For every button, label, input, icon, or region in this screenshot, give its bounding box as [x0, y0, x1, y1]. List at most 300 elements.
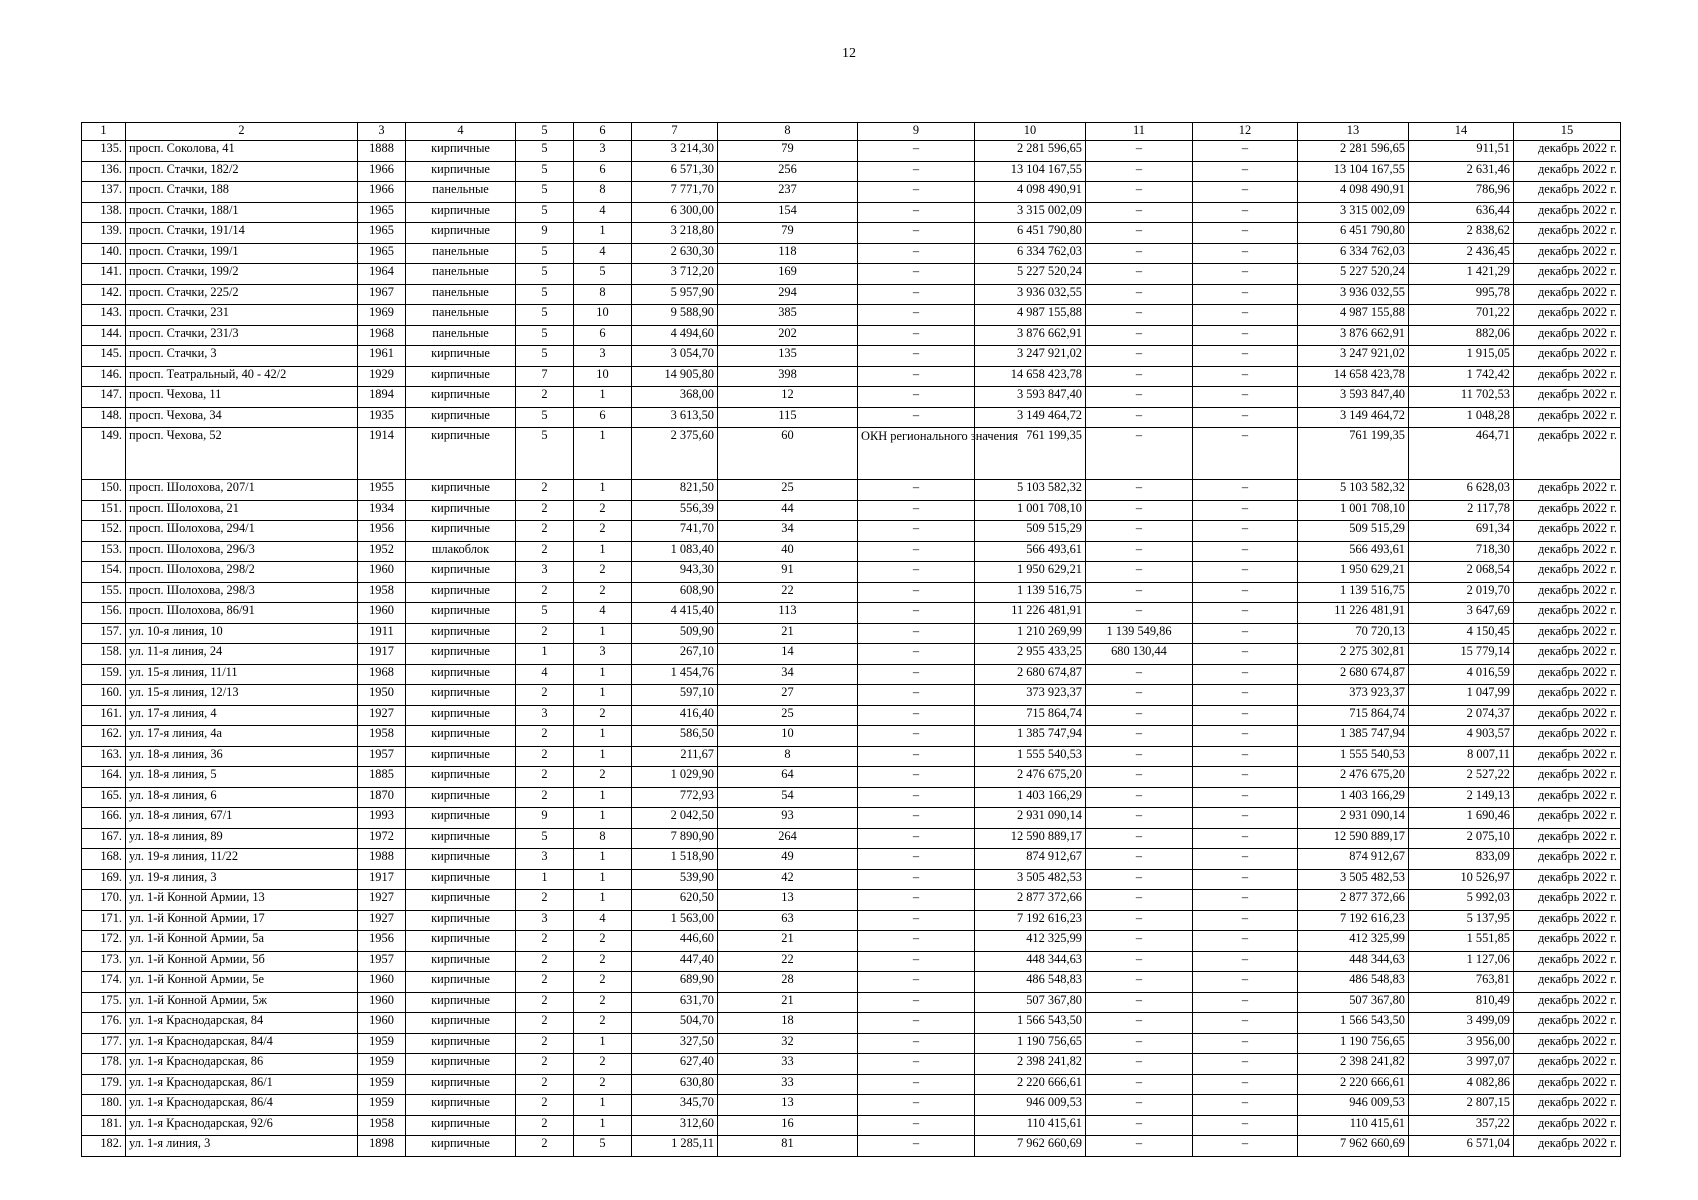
cell-wall-material: кирпичные [406, 685, 516, 706]
cell-deadline: декабрь 2022 г. [1514, 931, 1621, 952]
cell-floors: 2 [516, 387, 574, 408]
cell-deadline: декабрь 2022 г. [1514, 582, 1621, 603]
table-row [82, 849, 1621, 870]
cell-cost-col-12: – [1193, 1095, 1298, 1116]
cell-heritage-status: – [858, 305, 975, 326]
cell-cost-per-sqm: 2 068,54 [1409, 562, 1514, 583]
cell-heritage-status: – [858, 500, 975, 521]
cell-cost-per-sqm: 2 527,22 [1409, 767, 1514, 788]
cell-heritage-status: – [858, 808, 975, 829]
cell-total-cost: 4 987 155,88 [975, 305, 1086, 326]
cell-address: просп. Стачки, 199/2 [126, 264, 358, 285]
cell-cost-per-sqm: 1 127,06 [1409, 951, 1514, 972]
cell-row-number: 162. [82, 726, 126, 747]
cell-wall-material: кирпичные [406, 603, 516, 624]
cell-wall-material: кирпичные [406, 1136, 516, 1157]
cell-deadline: декабрь 2022 г. [1514, 664, 1621, 685]
cell-total-cost: 12 590 889,17 [975, 828, 1086, 849]
cell-year-built: 1959 [358, 1033, 406, 1054]
cell-deadline: декабрь 2022 г. [1514, 644, 1621, 665]
cell-residents: 21 [718, 992, 858, 1013]
cell-deadline: декабрь 2022 г. [1514, 366, 1621, 387]
cell-floors: 2 [516, 541, 574, 562]
cell-cost-col-11: – [1086, 828, 1193, 849]
cell-address: ул. 15-я линия, 11/11 [126, 664, 358, 685]
cell-entrances: 2 [574, 1013, 632, 1034]
cell-cost-col-11: – [1086, 910, 1193, 931]
cell-wall-material: кирпичные [406, 387, 516, 408]
cell-row-number: 160. [82, 685, 126, 706]
cell-year-built: 1967 [358, 284, 406, 305]
cell-wall-material: кирпичные [406, 366, 516, 387]
cell-cost-col-13: 7 192 616,23 [1298, 910, 1409, 931]
cell-deadline: декабрь 2022 г. [1514, 685, 1621, 706]
cell-wall-material: кирпичные [406, 951, 516, 972]
cell-entrances: 2 [574, 992, 632, 1013]
cell-cost-col-11: – [1086, 972, 1193, 993]
cell-cost-per-sqm: 8 007,11 [1409, 746, 1514, 767]
cell-residents: 16 [718, 1115, 858, 1136]
cell-entrances: 1 [574, 685, 632, 706]
cell-total-area: 3 613,50 [632, 407, 718, 428]
cell-cost-col-11: – [1086, 366, 1193, 387]
cell-total-area: 3 712,20 [632, 264, 718, 285]
cell-deadline: декабрь 2022 г. [1514, 1074, 1621, 1095]
cell-row-number: 136. [82, 161, 126, 182]
column-header-1: 1 [82, 123, 126, 141]
cell-cost-col-11: – [1086, 141, 1193, 162]
cell-residents: 202 [718, 325, 858, 346]
cell-total-cost: 1 001 708,10 [975, 500, 1086, 521]
cell-address: просп. Шолохова, 296/3 [126, 541, 358, 562]
cell-address: просп. Шолохова, 21 [126, 500, 358, 521]
cell-year-built: 1957 [358, 746, 406, 767]
cell-row-number: 158. [82, 644, 126, 665]
cell-floors: 5 [516, 161, 574, 182]
cell-cost-col-12: – [1193, 746, 1298, 767]
cell-floors: 3 [516, 849, 574, 870]
cell-wall-material: панельные [406, 284, 516, 305]
cell-total-area: 211,67 [632, 746, 718, 767]
cell-cost-col-11: – [1086, 1013, 1193, 1034]
cell-cost-col-12: – [1193, 1136, 1298, 1157]
cell-cost-col-12: – [1193, 767, 1298, 788]
cell-address: ул. 1-я Краснодарская, 92/6 [126, 1115, 358, 1136]
cell-residents: 115 [718, 407, 858, 428]
cell-cost-col-13: 2 398 241,82 [1298, 1054, 1409, 1075]
table-row [82, 1115, 1621, 1136]
cell-cost-per-sqm: 786,96 [1409, 182, 1514, 203]
cell-wall-material: панельные [406, 243, 516, 264]
cell-deadline: декабрь 2022 г. [1514, 1115, 1621, 1136]
cell-deadline: декабрь 2022 г. [1514, 951, 1621, 972]
cell-cost-col-12: – [1193, 428, 1298, 480]
cell-residents: 14 [718, 644, 858, 665]
cell-year-built: 1958 [358, 582, 406, 603]
cell-wall-material: кирпичные [406, 746, 516, 767]
cell-cost-col-13: 2 275 302,81 [1298, 644, 1409, 665]
cell-row-number: 140. [82, 243, 126, 264]
cell-total-cost: 4 098 490,91 [975, 182, 1086, 203]
cell-cost-col-13: 4 987 155,88 [1298, 305, 1409, 326]
cell-cost-per-sqm: 4 016,59 [1409, 664, 1514, 685]
cell-cost-col-12: – [1193, 787, 1298, 808]
cell-cost-col-11: – [1086, 325, 1193, 346]
cell-total-area: 1 083,40 [632, 541, 718, 562]
table-row [82, 685, 1621, 706]
cell-total-cost: 1 950 629,21 [975, 562, 1086, 583]
cell-cost-col-11: 680 130,44 [1086, 644, 1193, 665]
cell-cost-col-11: – [1086, 849, 1193, 870]
cell-residents: 10 [718, 726, 858, 747]
cell-total-area: 4 415,40 [632, 603, 718, 624]
cell-cost-col-13: 1 950 629,21 [1298, 562, 1409, 583]
cell-deadline: декабрь 2022 г. [1514, 182, 1621, 203]
cell-cost-col-13: 946 009,53 [1298, 1095, 1409, 1116]
cell-row-number: 176. [82, 1013, 126, 1034]
cell-residents: 118 [718, 243, 858, 264]
cell-wall-material: панельные [406, 305, 516, 326]
cell-row-number: 161. [82, 705, 126, 726]
cell-residents: 21 [718, 623, 858, 644]
cell-entrances: 2 [574, 582, 632, 603]
cell-cost-col-11: – [1086, 500, 1193, 521]
cell-cost-col-11: – [1086, 1033, 1193, 1054]
cell-heritage-status: – [858, 1054, 975, 1075]
cell-cost-col-11: – [1086, 407, 1193, 428]
cell-entrances: 10 [574, 366, 632, 387]
cell-year-built: 1959 [358, 1054, 406, 1075]
cell-cost-col-12: – [1193, 541, 1298, 562]
cell-cost-col-12: – [1193, 705, 1298, 726]
cell-heritage-status: – [858, 407, 975, 428]
cell-total-cost: 7 192 616,23 [975, 910, 1086, 931]
cell-total-cost: 566 493,61 [975, 541, 1086, 562]
table-row [82, 1074, 1621, 1095]
cell-cost-col-12: – [1193, 1013, 1298, 1034]
cell-year-built: 1972 [358, 828, 406, 849]
cell-total-area: 943,30 [632, 562, 718, 583]
cell-deadline: декабрь 2022 г. [1514, 869, 1621, 890]
cell-wall-material: кирпичные [406, 787, 516, 808]
cell-year-built: 1885 [358, 767, 406, 788]
cell-heritage-status: – [858, 182, 975, 203]
cell-deadline: декабрь 2022 г. [1514, 284, 1621, 305]
cell-residents: 22 [718, 951, 858, 972]
cell-floors: 2 [516, 1033, 574, 1054]
cell-cost-col-12: – [1193, 951, 1298, 972]
table-row [82, 305, 1621, 326]
table-body [82, 141, 1621, 1157]
cell-floors: 2 [516, 787, 574, 808]
cell-wall-material: кирпичные [406, 500, 516, 521]
cell-row-number: 182. [82, 1136, 126, 1157]
cell-cost-col-11: – [1086, 890, 1193, 911]
cell-total-area: 556,39 [632, 500, 718, 521]
cell-cost-per-sqm: 1 690,46 [1409, 808, 1514, 829]
cell-floors: 7 [516, 366, 574, 387]
cell-cost-col-11: – [1086, 243, 1193, 264]
cell-total-area: 447,40 [632, 951, 718, 972]
cell-total-area: 2 042,50 [632, 808, 718, 829]
column-header-10: 10 [975, 123, 1086, 141]
cell-total-cost: 13 104 167,55 [975, 161, 1086, 182]
cell-cost-per-sqm: 3 499,09 [1409, 1013, 1514, 1034]
cell-cost-per-sqm: 2 149,13 [1409, 787, 1514, 808]
cell-entrances: 1 [574, 787, 632, 808]
cell-deadline: декабрь 2022 г. [1514, 787, 1621, 808]
cell-cost-col-12: – [1193, 644, 1298, 665]
cell-address: ул. 1-я Краснодарская, 84 [126, 1013, 358, 1034]
cell-floors: 5 [516, 407, 574, 428]
cell-address: ул. 19-я линия, 3 [126, 869, 358, 890]
cell-address: просп. Чехова, 52 [126, 428, 358, 480]
cell-cost-col-12: – [1193, 972, 1298, 993]
cell-address: просп. Стачки, 199/1 [126, 243, 358, 264]
cell-heritage-status: – [858, 1013, 975, 1034]
cell-year-built: 1955 [358, 480, 406, 501]
cell-year-built: 1969 [358, 305, 406, 326]
cell-address: ул. 17-я линия, 4 [126, 705, 358, 726]
cell-entrances: 1 [574, 1115, 632, 1136]
cell-total-cost: 874 912,67 [975, 849, 1086, 870]
cell-residents: 44 [718, 500, 858, 521]
cell-row-number: 171. [82, 910, 126, 931]
cell-cost-col-11: – [1086, 284, 1193, 305]
cell-cost-col-13: 448 344,63 [1298, 951, 1409, 972]
cell-cost-per-sqm: 5 992,03 [1409, 890, 1514, 911]
cell-heritage-status: – [858, 243, 975, 264]
cell-floors: 3 [516, 705, 574, 726]
cell-wall-material: кирпичные [406, 521, 516, 542]
cell-deadline: декабрь 2022 г. [1514, 972, 1621, 993]
cell-entrances: 1 [574, 1033, 632, 1054]
cell-entrances: 3 [574, 141, 632, 162]
cell-entrances: 3 [574, 346, 632, 367]
cell-floors: 2 [516, 1013, 574, 1034]
cell-wall-material: кирпичные [406, 202, 516, 223]
cell-deadline: декабрь 2022 г. [1514, 562, 1621, 583]
cell-wall-material: кирпичные [406, 1095, 516, 1116]
cell-row-number: 157. [82, 623, 126, 644]
cell-year-built: 1956 [358, 521, 406, 542]
cell-heritage-status: – [858, 541, 975, 562]
cell-entrances: 2 [574, 972, 632, 993]
cell-floors: 9 [516, 223, 574, 244]
cell-total-area: 1 518,90 [632, 849, 718, 870]
cell-total-area: 539,90 [632, 869, 718, 890]
header-row [82, 123, 1621, 141]
cell-cost-col-13: 4 098 490,91 [1298, 182, 1409, 203]
cell-cost-col-11: – [1086, 161, 1193, 182]
cell-entrances: 1 [574, 387, 632, 408]
cell-cost-col-12: – [1193, 726, 1298, 747]
cell-cost-col-11: – [1086, 521, 1193, 542]
cell-total-cost: 2 476 675,20 [975, 767, 1086, 788]
cell-floors: 2 [516, 582, 574, 603]
cell-residents: 18 [718, 1013, 858, 1034]
cell-total-cost: 412 325,99 [975, 931, 1086, 952]
table-row [82, 387, 1621, 408]
cell-entrances: 4 [574, 910, 632, 931]
cell-heritage-status: – [858, 951, 975, 972]
cell-deadline: декабрь 2022 г. [1514, 1033, 1621, 1054]
cell-total-area: 1 563,00 [632, 910, 718, 931]
cell-wall-material: кирпичные [406, 849, 516, 870]
column-header-14: 14 [1409, 123, 1514, 141]
table-row [82, 992, 1621, 1013]
cell-cost-per-sqm: 833,09 [1409, 849, 1514, 870]
cell-row-number: 170. [82, 890, 126, 911]
cell-floors: 2 [516, 1074, 574, 1095]
cell-cost-col-12: – [1193, 223, 1298, 244]
cell-cost-col-11: – [1086, 767, 1193, 788]
cell-total-cost: 1 385 747,94 [975, 726, 1086, 747]
cell-cost-col-11: – [1086, 603, 1193, 624]
cell-deadline: декабрь 2022 г. [1514, 849, 1621, 870]
cell-year-built: 1898 [358, 1136, 406, 1157]
cell-cost-col-11: – [1086, 1115, 1193, 1136]
cell-cost-col-11: – [1086, 951, 1193, 972]
cell-total-cost: 14 658 423,78 [975, 366, 1086, 387]
cell-cost-col-13: 761 199,35 [1298, 428, 1409, 480]
cell-row-number: 167. [82, 828, 126, 849]
cell-floors: 5 [516, 202, 574, 223]
cell-entrances: 8 [574, 284, 632, 305]
cell-residents: 12 [718, 387, 858, 408]
cell-year-built: 1965 [358, 243, 406, 264]
cell-total-area: 631,70 [632, 992, 718, 1013]
cell-cost-per-sqm: 6 571,04 [1409, 1136, 1514, 1157]
cell-heritage-status: ОКН регионального значения [858, 428, 975, 480]
cell-address: просп. Стачки, 191/14 [126, 223, 358, 244]
cell-wall-material: кирпичные [406, 141, 516, 162]
table-row [82, 828, 1621, 849]
cell-total-cost: 373 923,37 [975, 685, 1086, 706]
cell-floors: 2 [516, 1095, 574, 1116]
cell-entrances: 2 [574, 767, 632, 788]
cell-cost-col-12: – [1193, 1115, 1298, 1136]
cell-residents: 264 [718, 828, 858, 849]
cell-row-number: 165. [82, 787, 126, 808]
cell-cost-per-sqm: 1 421,29 [1409, 264, 1514, 285]
cell-floors: 5 [516, 182, 574, 203]
cell-cost-per-sqm: 2 117,78 [1409, 500, 1514, 521]
cell-cost-col-13: 874 912,67 [1298, 849, 1409, 870]
cell-year-built: 1927 [358, 910, 406, 931]
cell-total-area: 368,00 [632, 387, 718, 408]
cell-year-built: 1934 [358, 500, 406, 521]
cell-cost-col-11: – [1086, 582, 1193, 603]
cell-cost-per-sqm: 1 048,28 [1409, 407, 1514, 428]
table-row [82, 890, 1621, 911]
cell-heritage-status: – [858, 264, 975, 285]
cell-total-cost: 761 199,35 [975, 428, 1086, 480]
cell-cost-col-11: – [1086, 931, 1193, 952]
cell-cost-col-11: – [1086, 480, 1193, 501]
cell-cost-col-13: 2 476 675,20 [1298, 767, 1409, 788]
cell-residents: 385 [718, 305, 858, 326]
cell-cost-col-12: – [1193, 664, 1298, 685]
cell-row-number: 174. [82, 972, 126, 993]
cell-cost-col-12: – [1193, 480, 1298, 501]
cell-year-built: 1960 [358, 562, 406, 583]
cell-cost-col-13: 110 415,61 [1298, 1115, 1409, 1136]
cell-floors: 5 [516, 603, 574, 624]
cell-year-built: 1988 [358, 849, 406, 870]
cell-deadline: декабрь 2022 г. [1514, 346, 1621, 367]
cell-address: просп. Стачки, 188/1 [126, 202, 358, 223]
cell-deadline: декабрь 2022 г. [1514, 726, 1621, 747]
cell-row-number: 159. [82, 664, 126, 685]
cell-address: просп. Стачки, 225/2 [126, 284, 358, 305]
cell-row-number: 144. [82, 325, 126, 346]
cell-total-cost: 509 515,29 [975, 521, 1086, 542]
cell-residents: 27 [718, 685, 858, 706]
cell-cost-col-11: – [1086, 808, 1193, 829]
table-row [82, 325, 1621, 346]
cell-cost-col-13: 486 548,83 [1298, 972, 1409, 993]
cell-deadline: декабрь 2022 г. [1514, 305, 1621, 326]
cell-entrances: 2 [574, 1074, 632, 1095]
cell-cost-col-13: 373 923,37 [1298, 685, 1409, 706]
cell-deadline: декабрь 2022 г. [1514, 1054, 1621, 1075]
cell-total-cost: 1 566 543,50 [975, 1013, 1086, 1034]
cell-total-area: 772,93 [632, 787, 718, 808]
cell-cost-col-13: 70 720,13 [1298, 623, 1409, 644]
cell-floors: 5 [516, 284, 574, 305]
cell-year-built: 1888 [358, 141, 406, 162]
cell-residents: 33 [718, 1074, 858, 1095]
table-row [82, 582, 1621, 603]
cell-cost-per-sqm: 10 526,97 [1409, 869, 1514, 890]
cell-cost-col-12: – [1193, 828, 1298, 849]
table-row [82, 705, 1621, 726]
cell-total-cost: 507 367,80 [975, 992, 1086, 1013]
cell-deadline: декабрь 2022 г. [1514, 387, 1621, 408]
table-row [82, 202, 1621, 223]
cell-address: ул. 1-й Конной Армии, 5е [126, 972, 358, 993]
cell-heritage-status: – [858, 521, 975, 542]
table-row [82, 141, 1621, 162]
cell-heritage-status: – [858, 972, 975, 993]
cell-cost-col-13: 3 247 921,02 [1298, 346, 1409, 367]
cell-total-cost: 2 955 433,25 [975, 644, 1086, 665]
cell-wall-material: кирпичные [406, 705, 516, 726]
cell-cost-col-11: – [1086, 541, 1193, 562]
cell-row-number: 138. [82, 202, 126, 223]
column-header-13: 13 [1298, 123, 1409, 141]
cell-year-built: 1958 [358, 726, 406, 747]
cell-cost-per-sqm: 691,34 [1409, 521, 1514, 542]
cell-deadline: декабрь 2022 г. [1514, 428, 1621, 480]
cell-total-cost: 110 415,61 [975, 1115, 1086, 1136]
cell-address: ул. 18-я линия, 67/1 [126, 808, 358, 829]
cell-total-area: 6 300,00 [632, 202, 718, 223]
column-header-7: 7 [632, 123, 718, 141]
cell-cost-col-12: – [1193, 521, 1298, 542]
cell-year-built: 1958 [358, 1115, 406, 1136]
cell-floors: 2 [516, 685, 574, 706]
cell-total-area: 627,40 [632, 1054, 718, 1075]
table-row [82, 767, 1621, 788]
cell-cost-col-12: – [1193, 992, 1298, 1013]
cell-cost-col-11: – [1086, 746, 1193, 767]
cell-cost-per-sqm: 4 150,45 [1409, 623, 1514, 644]
cell-entrances: 1 [574, 664, 632, 685]
cell-cost-col-13: 509 515,29 [1298, 521, 1409, 542]
cell-wall-material: кирпичные [406, 1033, 516, 1054]
